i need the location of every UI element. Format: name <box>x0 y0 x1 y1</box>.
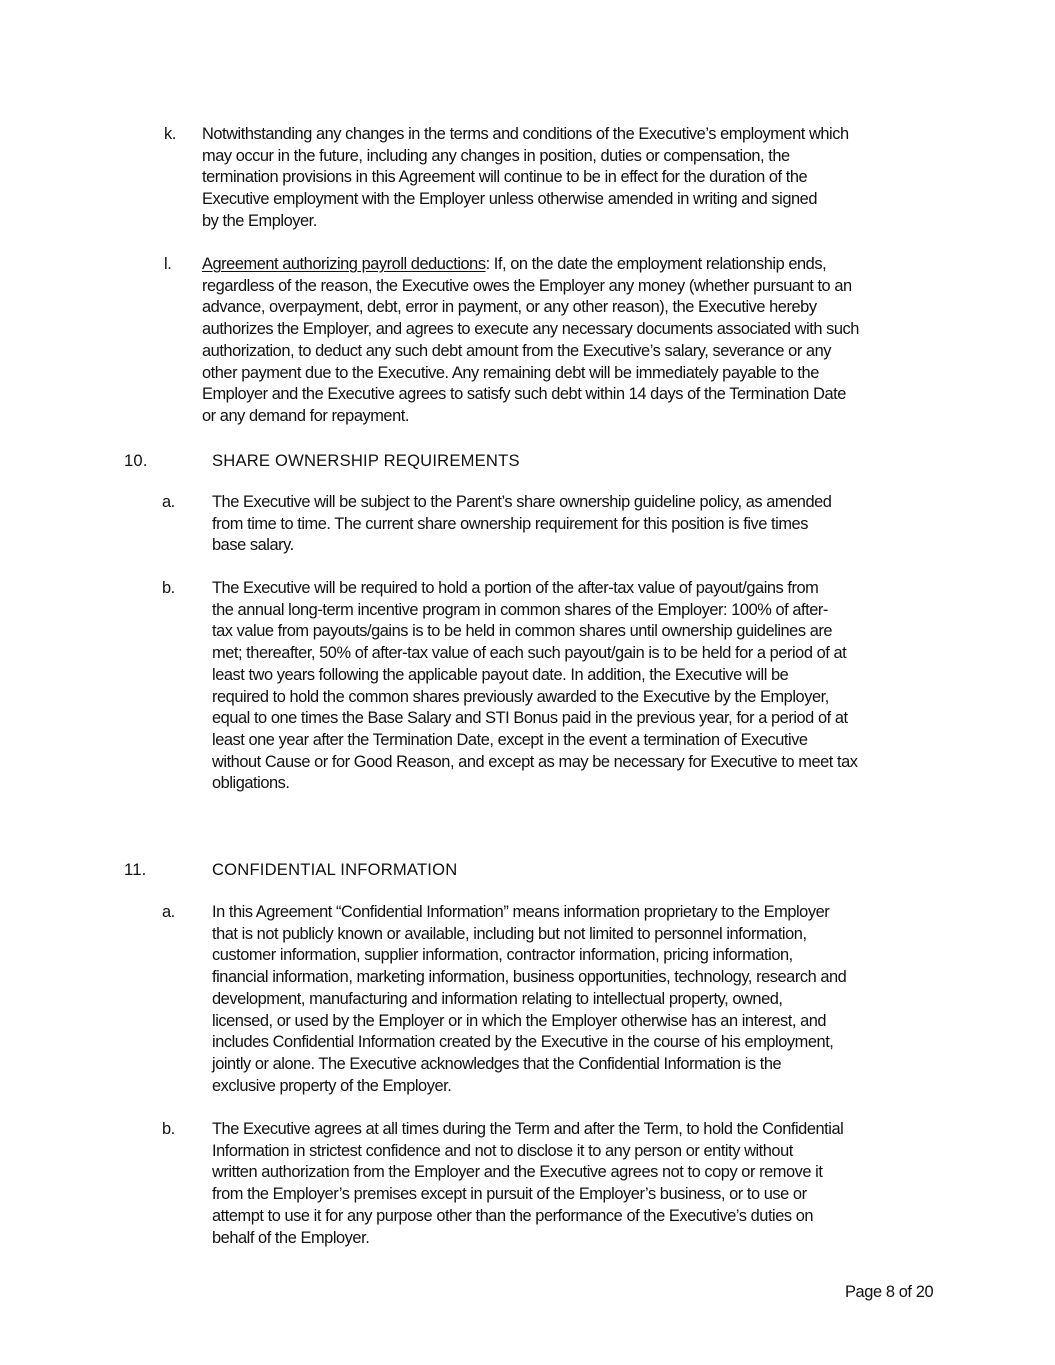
section-11-title: CONFIDENTIAL INFORMATION <box>212 860 458 879</box>
section-10-clause-b-line-4: met; thereafter, 50% of after-tax value of each such payout/gain is to be held for a period of at <box>212 644 847 663</box>
clause-l-lead-suffix: : If, on the date the employment relationship ends, <box>485 255 827 273</box>
section-11-clause-a-line-2: that is not publicly known or available, including but not limited to personnel information, <box>212 924 807 943</box>
page-number: Page 8 of 20 <box>845 1283 934 1301</box>
section-11-clause-a-line-4: financial information, marketing information, business opportunities, technology, research and <box>212 968 847 987</box>
clause-k-line-1: Notwithstanding any changes in the terms and conditions of the Executive’s employment which <box>202 125 849 143</box>
section-10-title: SHARE OWNERSHIP REQUIREMENTS <box>212 451 520 470</box>
section-10-clause-a-text <box>212 492 831 557</box>
clause-l-line-2: regardless of the reason, the Executive owes the Employer any money (whether pursuant to an <box>202 276 852 295</box>
section-10-clause-a-line-1: The Executive will be subject to the Parent’s share ownership guideline policy, as amended <box>212 493 832 511</box>
clause-k-label: k. <box>164 125 176 143</box>
section-10-clause-b-line-6: required to hold the common shares previously awarded to the Executive by the Employer, <box>212 687 829 706</box>
section-11-clause-b-line-6: behalf of the Employer. <box>212 1228 370 1247</box>
clause-l-text <box>202 254 859 428</box>
section-10-clause-b-line-5: least two years following the applicable payout date. In addition, the Executive will be <box>212 665 789 684</box>
section-10-clause-b-line-3: tax value from payouts/gains is to be held in common shares until ownership guidelines are <box>212 622 833 641</box>
section-10-clause-b-line-9: without Cause or for Good Reason, and except as may be necessary for Executive to meet tax <box>212 752 858 771</box>
clause-k-line-3: termination provisions in this Agreement will continue to be in effect for the duration of the <box>202 168 808 187</box>
section-11-clause-a-line-8: jointly or alone. The Executive acknowledges that the Confidential Information is the <box>212 1054 782 1073</box>
section-10-clause-b-line-10: obligations. <box>212 774 290 793</box>
section-11-clause-a-line-6: licensed, or used by the Employer or in which the Employer otherwise has an interest, and <box>212 1011 827 1030</box>
clause-k-line-4: Executive employment with the Employer unless otherwise amended in writing and signed <box>202 190 817 209</box>
section-11-clause-b-line-3: written authorization from the Employer and the Executive agrees not to copy or remove it <box>212 1163 823 1182</box>
section-11-clause-a-line-7: includes Confidential Information created by the Executive in the course of his employment, <box>212 1033 834 1052</box>
section-10-number: 10. <box>124 451 148 470</box>
section-11-number: 11. <box>124 860 147 879</box>
section-10-clause-a-line-3: base salary. <box>212 536 294 555</box>
section-10-clause-b-text <box>212 578 858 795</box>
section-10-clause-a-label: a. <box>162 493 175 511</box>
section-11-clause-a-line-5: development, manufacturing and information relating to intellectual property, owned, <box>212 989 783 1008</box>
section-10-clause-b-line-8: least one year after the Termination Date, except in the event a termination of Executive <box>212 730 808 749</box>
section-11-clause-a-line-1: In this Agreement “Confidential Information” means information proprietary to the Employer <box>212 903 830 921</box>
section-10-clause-a-line-2: from time to time. The current share ownership requirement for this position is five times <box>212 514 808 533</box>
clause-l-line-3: advance, overpayment, debt, error in payment, or any other reason), the Executive hereby <box>202 298 817 317</box>
section-10-clause-b-line-7: equal to one times the Base Salary and STI Bonus paid in the previous year, for a period of at <box>212 709 848 728</box>
section-11-clause-b-text <box>212 1119 843 1249</box>
section-11-clause-b-line-1: The Executive agrees at all times during the Term and after the Term, to hold the Confidential <box>212 1120 844 1138</box>
clause-l-label: l. <box>164 255 172 273</box>
clause-l-line-6: other payment due to the Executive. Any remaining debt will be immediately payable to the <box>202 363 819 382</box>
section-11-clause-b-line-5: attempt to use it for any purpose other than the performance of the Executive’s duties on <box>212 1206 814 1225</box>
clause-l-heading: Agreement authorizing payroll deductions <box>202 255 486 273</box>
section-10-clause-b-line-2: the annual long-term incentive program in common shares of the Employer: 100% of after- <box>212 600 828 619</box>
clause-k-line-2: may occur in the future, including any changes in position, duties or compensation, the <box>202 146 790 165</box>
clause-l-line-4: authorizes the Employer, and agrees to execute any necessary documents associated with such <box>202 320 859 339</box>
clause-l-line-1 <box>202 254 859 276</box>
section-11-clause-b-line-2: Information in strictest confidence and not to disclose it to any person or entity without <box>212 1141 793 1160</box>
section-10-clause-b-label: b. <box>162 579 175 597</box>
section-11-clause-a-line-9: exclusive property of the Employer. <box>212 1076 452 1095</box>
section-11-clause-a-line-3: customer information, supplier information, contractor information, pricing information, <box>212 946 793 965</box>
section-11-clause-b-line-4: from the Employer’s premises except in pursuit of the Employer’s business, or to use or <box>212 1185 807 1204</box>
clause-l-line-7: Employer and the Executive agrees to satisfy such debt within 14 days of the Termination Date <box>202 385 846 404</box>
clause-k-line-5: by the Employer. <box>202 211 317 230</box>
clause-l-line-5: authorization, to deduct any such debt amount from the Executive’s salary, severance or any <box>202 341 832 360</box>
section-11-clause-a-text <box>212 902 846 1097</box>
clause-l-line-8: or any demand for repayment. <box>202 406 409 425</box>
section-11-clause-b-label: b. <box>162 1120 175 1138</box>
section-10-clause-b-line-1: The Executive will be required to hold a portion of the after-tax value of payout/gains from <box>212 579 819 597</box>
clause-k-text <box>202 124 849 233</box>
section-11-clause-a-label: a. <box>162 903 175 921</box>
